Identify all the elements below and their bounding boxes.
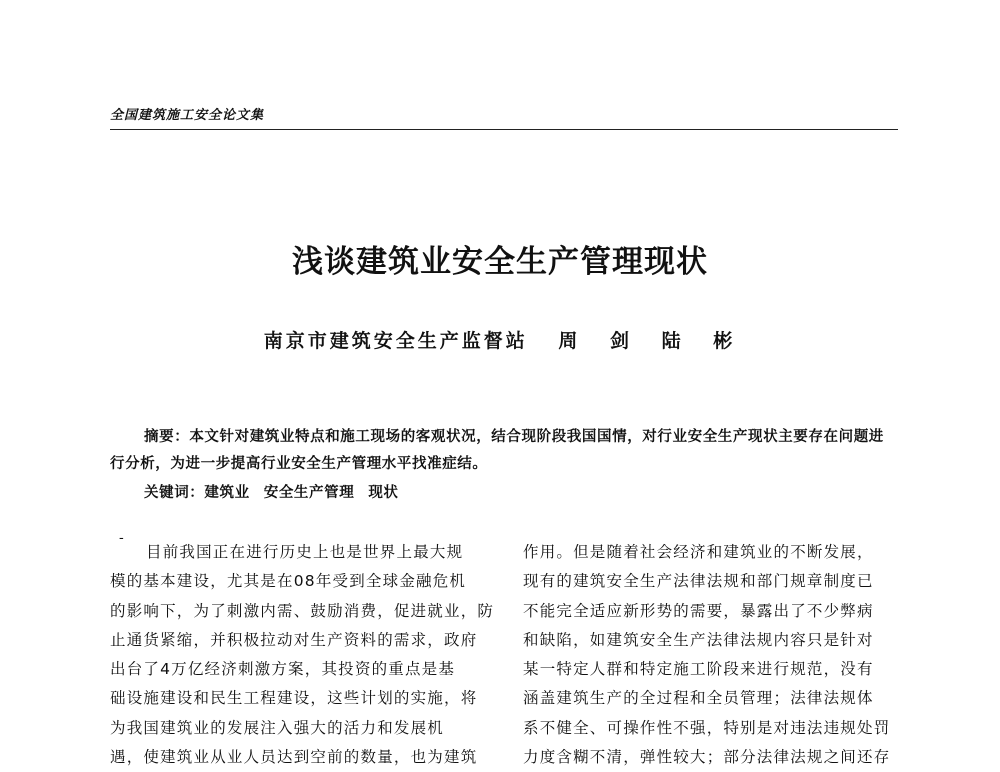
body-line: 某一特定人群和特定施工阶段来进行规范，没有 bbox=[523, 660, 874, 679]
abstract bbox=[110, 423, 896, 477]
body-line: 力度含糊不清，弹性较大；部分法律法规之间还存 bbox=[523, 748, 891, 767]
author-line bbox=[0, 326, 1000, 353]
body-line: 础设施建设和民生工程建设，这些计划的实施，将 bbox=[110, 689, 478, 708]
abstract-label: 摘要： bbox=[144, 428, 190, 445]
keyword: 建筑业 bbox=[204, 484, 250, 501]
margin-mark: - bbox=[119, 530, 124, 546]
body-line: 为我国建筑业的发展注入强大的活力和发展机 bbox=[110, 718, 445, 737]
author-affiliation: 南京市建筑安全生产监督站 bbox=[263, 330, 528, 352]
body-line: 的影响下，为了刺激内需、鼓励消费，促进就业，防 bbox=[110, 601, 495, 620]
running-head: 全国建筑施工安全论文集 bbox=[110, 108, 265, 123]
body-line: 作用。但是随着社会经济和建筑业的不断发展， bbox=[523, 543, 874, 561]
keyword: 现状 bbox=[368, 484, 399, 501]
body-line: 遇，使建筑业从业人员达到空前的数量，也为建筑 bbox=[110, 748, 478, 767]
paper-title: 浅谈建筑业安全生产管理现状 bbox=[292, 244, 708, 280]
keywords-label: 关键词： bbox=[144, 484, 205, 501]
author-name: 陆 彬 bbox=[661, 330, 737, 352]
body-line: 模的基本建设，尤其是在08年受到全球金融危机 bbox=[110, 572, 467, 591]
author-name: 周 剑 bbox=[558, 330, 633, 352]
body-column-left bbox=[110, 538, 495, 772]
body-line: 不能完全适应新形势的需要，暴露出了不少弊病 bbox=[523, 601, 874, 620]
body-line: 现有的建筑安全生产法律法规和部门规章制度已 bbox=[523, 572, 874, 591]
author-names bbox=[558, 330, 736, 352]
abstract-text: 本文针对建筑业特点和施工现场的客观状况，结合现阶段我国国情，对行业安全生产现状主要存在问题进行分析，为进一步提高行业安全生产管理水平找准症结。 bbox=[110, 428, 884, 472]
body-line: 涵盖建筑生产的全过程和全员管理；法律法规体 bbox=[523, 689, 874, 708]
body-line: 目前我国正在进行历史上也是世界上最大规 bbox=[146, 543, 464, 561]
body-line: 和缺陷，如建筑安全生产法律法规内容只是针对 bbox=[523, 630, 874, 649]
body-column-right bbox=[523, 538, 903, 772]
body-line: 出台了4万亿经济刺激方案，其投资的重点是基 bbox=[110, 660, 456, 679]
body-line: 止通货紧缩，并积极拉动对生产资料的需求，政府 bbox=[110, 630, 478, 649]
keywords bbox=[144, 481, 413, 502]
keyword: 安全生产管理 bbox=[263, 484, 355, 501]
body-line: 系不健全、可操作性不强，特别是对违法违规处罚 bbox=[523, 718, 891, 737]
header-rule bbox=[110, 129, 898, 130]
